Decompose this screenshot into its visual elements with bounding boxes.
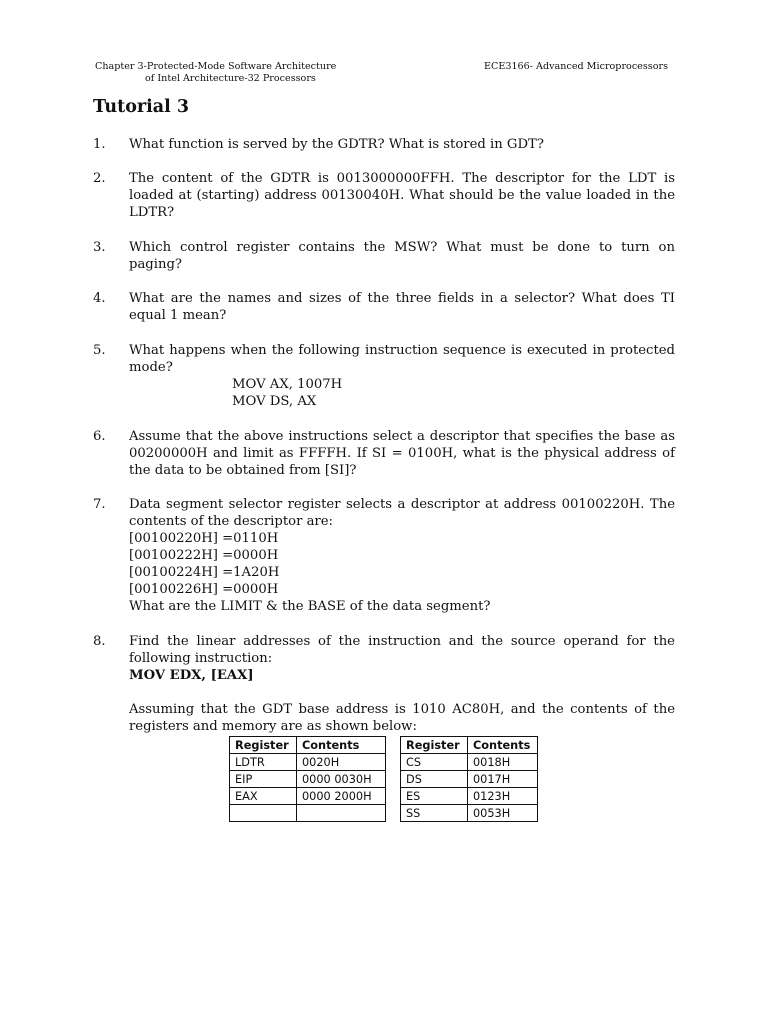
table-cell: 0017H bbox=[468, 771, 538, 788]
instruction: MOV EDX, [EAX] bbox=[129, 668, 254, 683]
table-cell: ES bbox=[401, 788, 468, 805]
descriptor-line: [00100222H] =0000H bbox=[129, 548, 279, 563]
table-cell: DS bbox=[401, 771, 468, 788]
table-header: Register bbox=[401, 737, 468, 754]
table-header: Register bbox=[230, 737, 297, 754]
question-number: 3. bbox=[93, 240, 106, 255]
question-2 bbox=[93, 170, 675, 221]
question-text: Which control register contains the MSW? What must be done to turn on paging? bbox=[129, 240, 675, 272]
question-6 bbox=[93, 428, 675, 479]
table-header-row bbox=[401, 737, 538, 754]
register-table-right bbox=[400, 736, 538, 822]
question-4 bbox=[93, 290, 675, 324]
table-row bbox=[230, 788, 386, 805]
table-cell bbox=[297, 805, 386, 822]
table-header-row bbox=[230, 737, 386, 754]
descriptor-line: [00100220H] =0110H bbox=[129, 531, 279, 546]
header-chapter-line2: of Intel Architecture-32 Processors bbox=[145, 73, 316, 84]
table-cell: 0000 0030H bbox=[297, 771, 386, 788]
descriptor-line: [00100224H] =1A20H bbox=[129, 565, 280, 580]
table-cell: LDTR bbox=[230, 754, 297, 771]
table-row bbox=[230, 771, 386, 788]
question-text: What happens when the following instruction sequence is executed in protected mode? bbox=[129, 343, 675, 375]
question-number: 1. bbox=[93, 137, 106, 152]
table-row bbox=[230, 805, 386, 822]
table-cell: EIP bbox=[230, 771, 297, 788]
table-cell bbox=[230, 805, 297, 822]
table-header: Contents bbox=[297, 737, 386, 754]
question-number: 7. bbox=[93, 497, 106, 512]
question-text: Find the linear addresses of the instruction and the source operand for the following instruction: bbox=[129, 634, 675, 666]
question-1 bbox=[93, 136, 675, 153]
page-title: Tutorial 3 bbox=[93, 97, 190, 117]
question-text: The content of the GDTR is 0013000000FFH. The descriptor for the LDT is loaded at (starting) address 00130040H. What should be the value loaded in the LDTR? bbox=[129, 171, 675, 220]
question-followup: Assuming that the GDT base address is 1010 AC80H, and the contents of the registers and memory are as shown below: bbox=[129, 702, 675, 734]
question-number: 2. bbox=[93, 171, 106, 186]
question-8 bbox=[93, 633, 675, 735]
header-course: ECE3166- Advanced Microprocessors bbox=[484, 61, 668, 72]
descriptor-line: [00100226H] =0000H bbox=[129, 582, 279, 597]
table-row bbox=[401, 771, 538, 788]
question-followup: What are the LIMIT & the BASE of the data segment? bbox=[129, 599, 491, 614]
table-cell: 0020H bbox=[297, 754, 386, 771]
table-row bbox=[401, 788, 538, 805]
register-table-left bbox=[229, 736, 386, 822]
table-cell: 0000 2000H bbox=[297, 788, 386, 805]
table-row bbox=[230, 754, 386, 771]
header-chapter bbox=[95, 61, 345, 85]
table-row bbox=[401, 805, 538, 822]
question-5 bbox=[93, 342, 675, 410]
question-number: 4. bbox=[93, 291, 106, 306]
table-cell: 0053H bbox=[468, 805, 538, 822]
code-line: MOV AX, 1007H bbox=[232, 377, 343, 392]
table-header: Contents bbox=[468, 737, 538, 754]
header-chapter-line1: Chapter 3-Protected-Mode Software Architecture bbox=[95, 61, 337, 72]
question-text: What function is served by the GDTR? What is stored in GDT? bbox=[129, 137, 544, 152]
table-cell: CS bbox=[401, 754, 468, 771]
question-text: Data segment selector register selects a descriptor at address 00100220H. The contents of the descriptor are: bbox=[129, 497, 675, 529]
question-3 bbox=[93, 239, 675, 273]
question-number: 5. bbox=[93, 343, 106, 358]
question-7 bbox=[93, 496, 675, 615]
code-line: MOV DS, AX bbox=[232, 394, 317, 409]
table-row bbox=[401, 754, 538, 771]
question-number: 8. bbox=[93, 634, 106, 649]
table-cell: 0123H bbox=[468, 788, 538, 805]
question-text: Assume that the above instructions select a descriptor that specifies the base as 00200000H and limit as FFFFH. If SI = 0100H, what is the physical address of the data to be obtained from [SI]? bbox=[129, 429, 675, 478]
table-cell: EAX bbox=[230, 788, 297, 805]
question-number: 6. bbox=[93, 429, 106, 444]
question-text: What are the names and sizes of the three fields in a selector? What does TI equal 1 mean? bbox=[129, 291, 675, 323]
table-cell: 0018H bbox=[468, 754, 538, 771]
table-cell: SS bbox=[401, 805, 468, 822]
